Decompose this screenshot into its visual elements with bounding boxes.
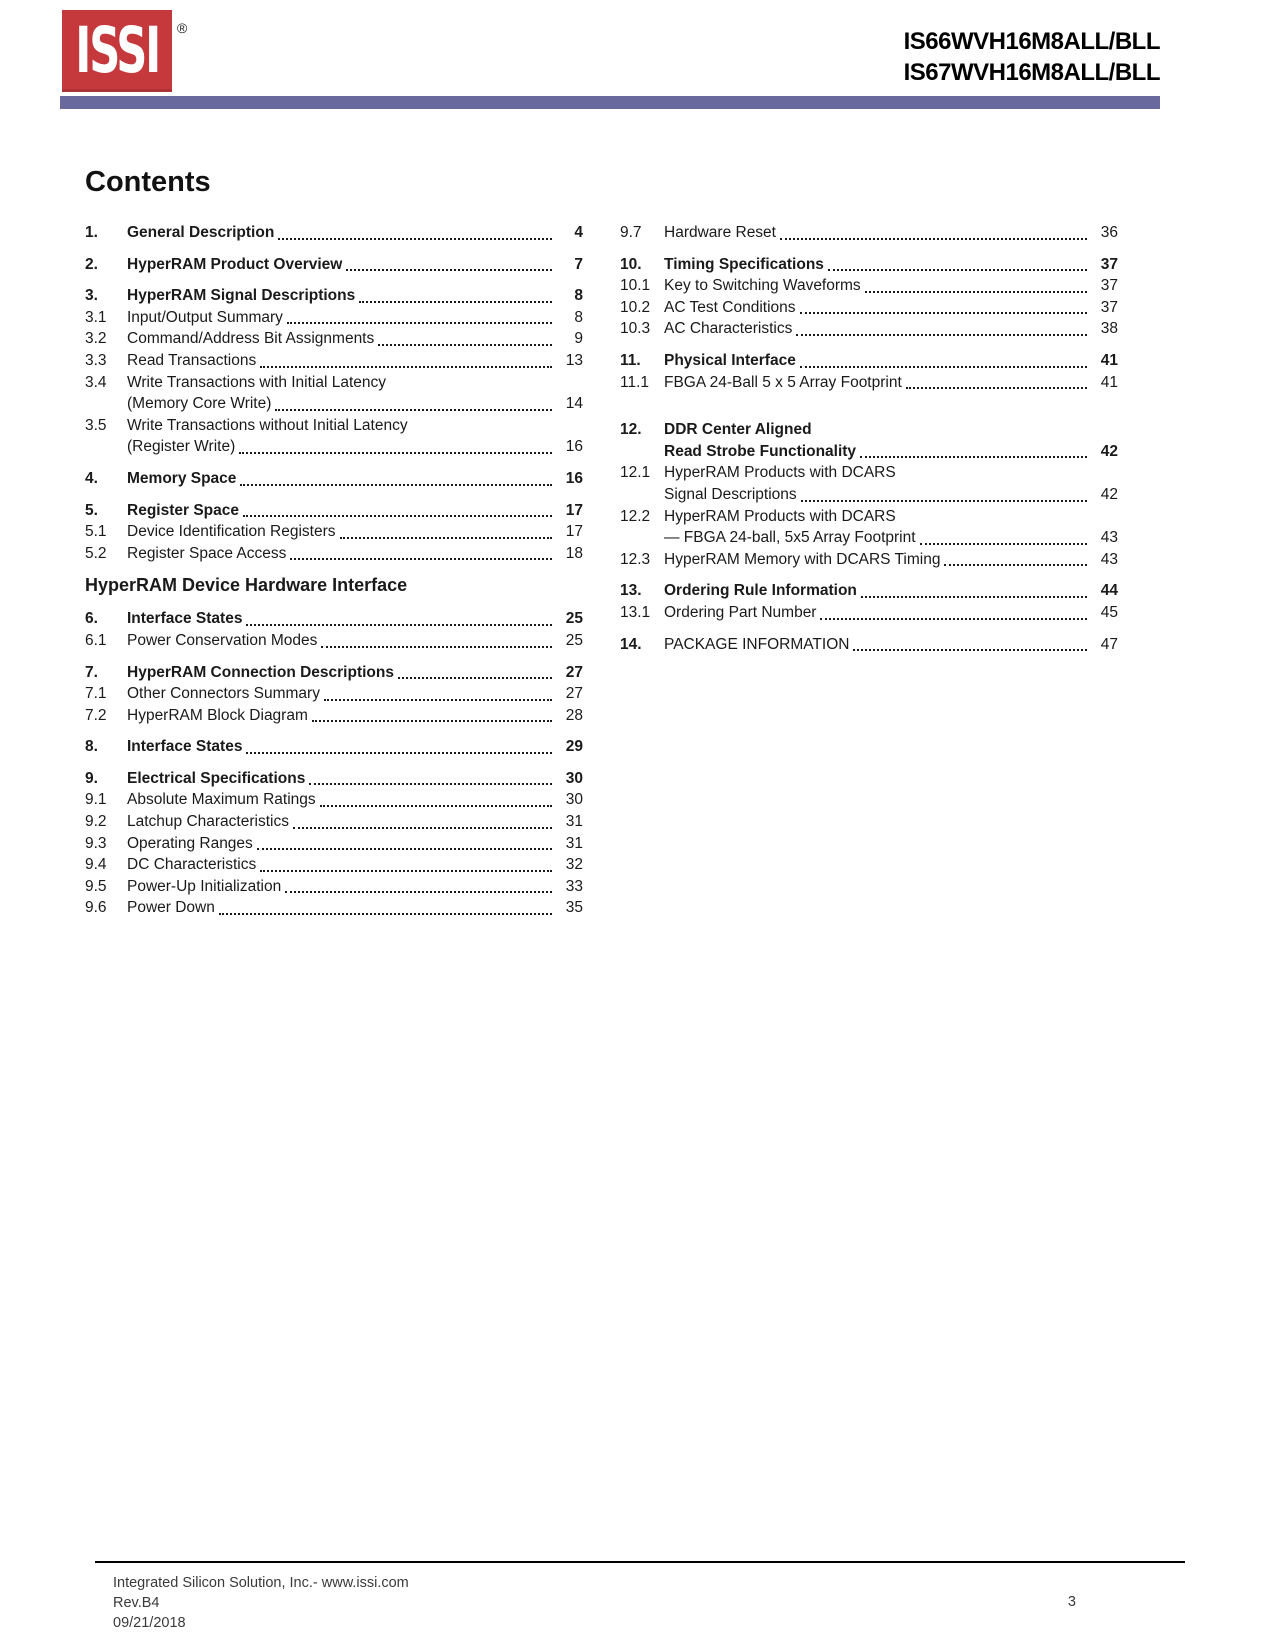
toc-entry bbox=[620, 580, 1118, 602]
toc-entry-number: 9.3 bbox=[85, 834, 107, 852]
toc-entry bbox=[620, 602, 1118, 624]
toc-dot-leader bbox=[920, 543, 1087, 545]
toc-entry-title: HyperRAM Products with DCARS bbox=[664, 464, 896, 482]
toc-entry-title: Read Transactions bbox=[127, 351, 257, 369]
toc-entry bbox=[85, 854, 583, 876]
toc-line bbox=[85, 222, 583, 244]
toc-entry bbox=[85, 521, 583, 543]
toc-entry-title: HyperRAM Product Overview bbox=[127, 255, 343, 273]
toc-entry-title: Register Space bbox=[127, 501, 239, 519]
toc-entry-number: 9. bbox=[85, 769, 98, 787]
toc-line bbox=[85, 285, 583, 307]
toc-line bbox=[620, 549, 1118, 571]
toc-entry-number: 9.7 bbox=[620, 224, 642, 241]
toc-page-number: 42 bbox=[1100, 485, 1118, 503]
toc-entry bbox=[85, 768, 583, 790]
part-number-line1: IS66WVH16M8ALL/BLL bbox=[903, 28, 1160, 55]
footer-rule bbox=[95, 1561, 1185, 1563]
registered-trademark-icon: ® bbox=[177, 20, 188, 36]
toc-page-number: 4 bbox=[574, 224, 583, 241]
toc-entry bbox=[85, 789, 583, 811]
toc-page-number: 16 bbox=[565, 469, 583, 487]
toc-line bbox=[620, 297, 1118, 319]
toc-dot-leader bbox=[246, 752, 552, 754]
toc-page-number: 31 bbox=[565, 813, 583, 831]
part-numbers bbox=[904, 26, 1160, 88]
toc-entry-title: Write Transactions with Initial Latency bbox=[127, 373, 387, 391]
toc-entry-title: Write Transactions without Initial Latency bbox=[127, 416, 408, 434]
issi-logo bbox=[62, 10, 172, 92]
toc-page-number: 41 bbox=[1100, 373, 1118, 391]
toc-entry-number: 6.1 bbox=[85, 631, 107, 649]
toc-line bbox=[620, 275, 1118, 297]
toc-dot-leader bbox=[800, 312, 1087, 314]
toc-line bbox=[85, 521, 583, 543]
toc-entry-number: 7. bbox=[85, 663, 98, 681]
toc-entry-number: 7.2 bbox=[85, 706, 107, 724]
toc-entry-number: 5. bbox=[85, 501, 98, 519]
toc-dot-leader bbox=[285, 891, 552, 893]
toc-line bbox=[620, 484, 1118, 506]
toc-entry-number: 3.4 bbox=[85, 373, 107, 391]
toc-entry bbox=[85, 630, 583, 652]
toc-entry-number: 10.1 bbox=[620, 277, 651, 295]
toc-page-number: 25 bbox=[565, 610, 583, 628]
toc-page-number: 27 bbox=[565, 685, 583, 703]
toc-entry-number: 11. bbox=[620, 351, 641, 369]
toc-line bbox=[85, 789, 583, 811]
toc-line bbox=[620, 580, 1118, 602]
toc-line bbox=[85, 662, 583, 684]
toc-entry-title: Command/Address Bit Assignments bbox=[127, 330, 375, 348]
toc-page-number: 31 bbox=[565, 834, 583, 852]
toc-entry bbox=[85, 543, 583, 565]
toc-entry-title: Other Connectors Summary bbox=[127, 685, 320, 703]
toc-entry-title: Input/Output Summary bbox=[127, 308, 283, 326]
toc-entry-title: Interface States bbox=[127, 738, 243, 756]
toc-line bbox=[85, 436, 583, 458]
toc-entry bbox=[620, 297, 1118, 319]
toc-line bbox=[85, 897, 583, 919]
toc-entry-title: — FBGA 24-ball, 5x5 Array Footprint bbox=[664, 529, 916, 547]
toc-page-number: 14 bbox=[565, 395, 583, 413]
toc-entry-number: 9.2 bbox=[85, 813, 107, 831]
toc-entry-title: AC Characteristics bbox=[664, 320, 793, 338]
toc-entry-number: 9.1 bbox=[85, 791, 107, 809]
toc-entry-title: (Register Write) bbox=[127, 438, 236, 456]
toc-line bbox=[620, 602, 1118, 624]
toc-entry-number: 3. bbox=[85, 287, 98, 305]
toc-entry-number: 12. bbox=[620, 421, 642, 439]
toc-page-number: 38 bbox=[1100, 320, 1118, 338]
toc-page-number: 41 bbox=[1100, 351, 1118, 369]
toc-entry bbox=[85, 608, 583, 630]
toc-dot-leader bbox=[290, 558, 552, 560]
toc-page-number: 33 bbox=[565, 877, 583, 895]
toc-dot-leader bbox=[309, 783, 552, 785]
toc-entry-number: 10. bbox=[620, 255, 642, 273]
toc-dot-leader bbox=[243, 515, 552, 517]
footer-text bbox=[113, 1573, 409, 1633]
toc-entry-number: 5.1 bbox=[85, 523, 107, 541]
toc-entry bbox=[620, 318, 1118, 340]
toc-entry-title: Latchup Characteristics bbox=[127, 813, 289, 831]
toc-page-number: 47 bbox=[1100, 635, 1118, 653]
toc-dot-leader bbox=[287, 322, 552, 324]
toc-entry-title: Device Identification Registers bbox=[127, 523, 336, 541]
toc-entry bbox=[85, 736, 583, 758]
toc-line bbox=[85, 254, 583, 276]
part-number-line2: IS67WVH16M8ALL/BLL bbox=[903, 59, 1160, 86]
toc-entry-number: 2. bbox=[85, 255, 98, 273]
toc-entry bbox=[85, 222, 583, 244]
toc-entry bbox=[85, 662, 583, 684]
toc-dot-leader bbox=[906, 387, 1087, 389]
toc-line bbox=[85, 705, 583, 727]
toc-dot-leader bbox=[246, 624, 552, 626]
toc-line bbox=[85, 811, 583, 833]
toc-entry-number: 9.4 bbox=[85, 856, 107, 874]
toc-dot-leader bbox=[340, 537, 553, 539]
toc-page-number: 13 bbox=[565, 351, 583, 369]
toc-page-number: 43 bbox=[1100, 550, 1118, 568]
toc-dot-leader bbox=[260, 366, 552, 368]
toc-entry bbox=[620, 222, 1118, 244]
toc-column-left bbox=[85, 212, 583, 919]
header-rule bbox=[60, 96, 1160, 109]
toc-entry-number: 11.1 bbox=[620, 373, 650, 391]
toc-dot-leader bbox=[800, 366, 1087, 368]
toc-entry bbox=[85, 468, 583, 490]
toc-entry-title: HyperRAM Block Diagram bbox=[127, 706, 308, 724]
table-of-contents bbox=[85, 212, 1118, 919]
toc-entry bbox=[620, 275, 1118, 297]
toc-line bbox=[85, 415, 583, 437]
toc-dot-leader bbox=[346, 269, 552, 271]
toc-dot-leader bbox=[796, 334, 1087, 336]
toc-page-number: 17 bbox=[565, 501, 583, 519]
toc-entry-number: 1. bbox=[85, 224, 98, 241]
toc-entry-number: 7.1 bbox=[85, 685, 107, 703]
toc-entry-title: General Description bbox=[127, 224, 275, 241]
toc-entry bbox=[85, 811, 583, 833]
toc-entry-number: 3.1 bbox=[85, 308, 107, 326]
toc-entry bbox=[620, 634, 1118, 656]
toc-entry-number: 13. bbox=[620, 582, 642, 600]
toc-dot-leader bbox=[239, 452, 552, 454]
toc-page-number: 37 bbox=[1100, 298, 1118, 316]
toc-page-number: 43 bbox=[1100, 529, 1118, 547]
toc-entry-title: Absolute Maximum Ratings bbox=[127, 791, 316, 809]
toc-page-number: 28 bbox=[565, 706, 583, 724]
toc-entry bbox=[620, 462, 1118, 505]
toc-dot-leader bbox=[359, 301, 552, 303]
toc-entry-number: 3.2 bbox=[85, 330, 107, 348]
toc-column-right bbox=[620, 212, 1118, 655]
toc-line bbox=[85, 500, 583, 522]
toc-entry-title: HyperRAM Products with DCARS bbox=[664, 507, 896, 525]
toc-page-number: 32 bbox=[565, 856, 583, 874]
toc-dot-leader bbox=[398, 677, 552, 679]
toc-line bbox=[85, 328, 583, 350]
toc-page-number: 25 bbox=[565, 631, 583, 649]
toc-entry-number: 5.2 bbox=[85, 544, 107, 562]
toc-line bbox=[85, 372, 583, 394]
toc-entry-title: Hardware Reset bbox=[664, 224, 776, 241]
toc-entry-number: 14. bbox=[620, 635, 642, 653]
toc-page-number: 37 bbox=[1100, 255, 1118, 273]
toc-entry-title: Electrical Specifications bbox=[127, 769, 306, 787]
toc-line bbox=[620, 462, 1118, 484]
footer-date: 09/21/2018 bbox=[113, 1615, 186, 1631]
toc-line bbox=[620, 372, 1118, 394]
toc-entry-number: 9.5 bbox=[85, 877, 107, 895]
toc-dot-leader bbox=[320, 805, 552, 807]
toc-line bbox=[85, 608, 583, 630]
toc-entry bbox=[85, 350, 583, 372]
toc-line bbox=[85, 468, 583, 490]
toc-entry bbox=[85, 254, 583, 276]
toc-entry-number: 12.3 bbox=[620, 550, 651, 568]
toc-page-number: 7 bbox=[574, 255, 583, 273]
toc-dot-leader bbox=[861, 596, 1087, 598]
toc-entry-title: Ordering Part Number bbox=[664, 603, 817, 621]
toc-dot-leader bbox=[278, 238, 552, 240]
toc-entry-number: 3.3 bbox=[85, 351, 107, 369]
toc-entry-number: 12.1 bbox=[620, 464, 651, 482]
toc-dot-leader bbox=[257, 848, 552, 850]
toc-entry-title: Timing Specifications bbox=[664, 255, 824, 273]
footer-company: Integrated Silicon Solution, Inc.- www.issi.com bbox=[113, 1575, 409, 1591]
toc-entry-number: 3.5 bbox=[85, 416, 107, 434]
toc-entry-title: Register Space Access bbox=[127, 544, 287, 562]
toc-entry bbox=[85, 415, 583, 458]
toc-entry-title: AC Test Conditions bbox=[664, 298, 796, 316]
toc-dot-leader bbox=[312, 720, 552, 722]
toc-page-number: 8 bbox=[574, 287, 583, 305]
toc-entry bbox=[620, 372, 1118, 394]
toc-page-number: 8 bbox=[574, 308, 583, 326]
toc-entry bbox=[85, 683, 583, 705]
toc-line bbox=[620, 506, 1118, 528]
issi-logo-text: ISSI bbox=[75, 14, 159, 88]
toc-entry-title: HyperRAM Signal Descriptions bbox=[127, 287, 356, 305]
toc-page-number: 16 bbox=[565, 438, 583, 456]
toc-page-number: 17 bbox=[565, 523, 583, 541]
toc-entry bbox=[85, 705, 583, 727]
toc-dot-leader bbox=[240, 484, 552, 486]
toc-entry bbox=[85, 372, 583, 415]
toc-entry-title: Interface States bbox=[127, 610, 243, 628]
toc-page-number: 42 bbox=[1100, 442, 1118, 460]
toc-entry-title: (Memory Core Write) bbox=[127, 395, 272, 413]
toc-line bbox=[620, 350, 1118, 372]
toc-entry bbox=[620, 506, 1118, 549]
toc-dot-leader bbox=[293, 827, 552, 829]
toc-dot-leader bbox=[321, 646, 552, 648]
toc-line bbox=[85, 768, 583, 790]
toc-line bbox=[620, 634, 1118, 656]
toc-entry bbox=[620, 254, 1118, 276]
toc-line bbox=[85, 393, 583, 415]
toc-page-number: 35 bbox=[565, 899, 583, 917]
toc-dot-leader bbox=[828, 269, 1087, 271]
toc-entry-title: Key to Switching Waveforms bbox=[664, 277, 861, 295]
toc-line bbox=[620, 318, 1118, 340]
toc-dot-leader bbox=[324, 699, 552, 701]
toc-dot-leader bbox=[780, 238, 1087, 240]
toc-entry-title: FBGA 24-Ball 5 x 5 Array Footprint bbox=[664, 373, 902, 391]
toc-page-number: 18 bbox=[565, 544, 583, 562]
footer-page-number: 3 bbox=[1067, 1594, 1076, 1610]
toc-entry bbox=[85, 285, 583, 307]
toc-page-number: 36 bbox=[1100, 224, 1118, 241]
toc-line bbox=[85, 854, 583, 876]
toc-entry bbox=[85, 876, 583, 898]
toc-entry bbox=[620, 419, 1118, 462]
toc-dot-leader bbox=[860, 456, 1087, 458]
toc-page-number: 29 bbox=[565, 738, 583, 756]
toc-section-heading: HyperRAM Device Hardware Interface bbox=[85, 575, 408, 596]
toc-page-number: 37 bbox=[1100, 277, 1118, 295]
toc-entry-number: 12.2 bbox=[620, 507, 651, 525]
toc-entry-number: 6. bbox=[85, 610, 98, 628]
toc-entry-title: Ordering Rule Information bbox=[664, 582, 857, 600]
toc-page-number: 44 bbox=[1100, 582, 1118, 600]
toc-entry-title: Memory Space bbox=[127, 469, 237, 487]
toc-dot-leader bbox=[865, 291, 1087, 293]
toc-entry-number: 10.3 bbox=[620, 320, 651, 338]
toc-line bbox=[85, 543, 583, 565]
toc-entry-number: 13.1 bbox=[620, 603, 651, 621]
toc-dot-leader bbox=[820, 618, 1087, 620]
toc-dot-leader bbox=[801, 500, 1087, 502]
toc-line bbox=[85, 736, 583, 758]
toc-page-number: 30 bbox=[565, 791, 583, 809]
toc-entry-number: 9.6 bbox=[85, 899, 107, 917]
toc-dot-leader bbox=[260, 870, 552, 872]
toc-entry-title: Read Strobe Functionality bbox=[664, 442, 857, 460]
toc-entry-title: Power Down bbox=[127, 899, 215, 917]
toc-entry-title: HyperRAM Connection Descriptions bbox=[127, 663, 394, 681]
toc-entry-number: 4. bbox=[85, 469, 98, 487]
toc-line bbox=[620, 441, 1118, 463]
toc-entry-title: Power Conservation Modes bbox=[127, 631, 318, 649]
toc-entry-title: Physical Interface bbox=[664, 351, 796, 369]
toc-dot-leader bbox=[275, 409, 552, 411]
toc-entry bbox=[85, 500, 583, 522]
toc-line bbox=[85, 307, 583, 329]
toc-line bbox=[620, 527, 1118, 549]
toc-line bbox=[85, 350, 583, 372]
toc-entry-number: 8. bbox=[85, 738, 98, 756]
toc-entry-title: PACKAGE INFORMATION bbox=[664, 635, 850, 653]
toc-line bbox=[620, 222, 1118, 244]
toc-entry-title: Signal Descriptions bbox=[664, 485, 797, 503]
toc-line bbox=[620, 419, 1118, 441]
toc-entry bbox=[85, 833, 583, 855]
toc-dot-leader bbox=[219, 913, 552, 915]
toc-line bbox=[85, 683, 583, 705]
toc-entry-title: Power-Up Initialization bbox=[127, 877, 282, 895]
toc-entry bbox=[85, 897, 583, 919]
toc-entry-title: DDR Center Aligned bbox=[664, 421, 812, 439]
toc-dot-leader bbox=[853, 649, 1087, 651]
footer-revision: Rev.B4 bbox=[113, 1595, 160, 1611]
toc-line bbox=[620, 254, 1118, 276]
toc-page-number: 45 bbox=[1100, 603, 1118, 621]
toc-entry bbox=[620, 549, 1118, 571]
toc-entry-title: DC Characteristics bbox=[127, 856, 257, 874]
toc-page-number: 9 bbox=[574, 330, 583, 348]
toc-entry-title: Operating Ranges bbox=[127, 834, 253, 852]
toc-entry-number: 10.2 bbox=[620, 298, 651, 316]
toc-dot-leader bbox=[378, 344, 552, 346]
page-title: Contents bbox=[85, 166, 211, 198]
toc-entry-title: HyperRAM Memory with DCARS Timing bbox=[664, 550, 941, 568]
toc-entry bbox=[85, 307, 583, 329]
toc-entry bbox=[85, 328, 583, 350]
toc-line bbox=[85, 833, 583, 855]
toc-line bbox=[85, 876, 583, 898]
toc-entry bbox=[620, 350, 1118, 372]
toc-page-number: 27 bbox=[565, 663, 583, 681]
toc-line bbox=[85, 630, 583, 652]
toc-dot-leader bbox=[944, 564, 1087, 566]
toc-page-number: 30 bbox=[565, 769, 583, 787]
